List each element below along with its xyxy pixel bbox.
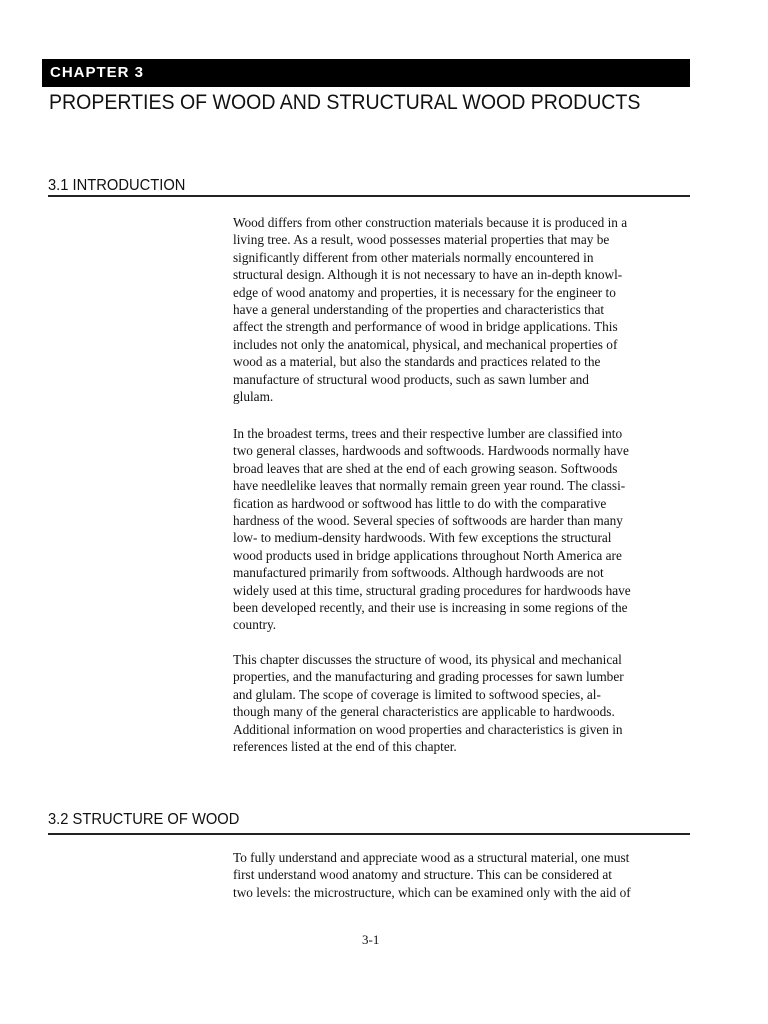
chapter-label: CHAPTER 3 [50,64,145,81]
text-line: living tree. As a result, wood possesses material properties that may be [233,232,610,248]
section-heading-structure-of-wood: 3.2 STRUCTURE OF WOOD [48,811,240,828]
intro-paragraph-3 [233,651,693,755]
text-line: In the broadest terms, trees and their respective lumber are classified into [233,426,623,441]
text-line: and glulam. The scope of coverage is limited to softwood species, al- [233,686,601,702]
text-line: though many of the general characteristics are applicable to hardwoods. [233,704,615,720]
text-line: Wood differs from other construction materials because it is produced in a [233,215,628,230]
text-line: first understand wood anatomy and structure. This can be considered at [233,867,612,883]
text-line: structural design. Although it is not necessary to have an in-depth knowl- [233,267,623,283]
structure-paragraph-1 [233,849,693,901]
text-line: two general classes, hardwoods and softwoods. Hardwoods normally have [233,443,629,459]
intro-paragraph-2 [233,425,693,634]
text-line: glulam. [233,389,274,405]
text-line: references listed at the end of this chapter. [233,739,457,755]
text-line: hardness of the wood. Several species of softwoods are harder than many [233,513,623,529]
intro-paragraph-1 [233,214,693,405]
section-rule [48,195,690,197]
text-line: wood products used in bridge applications throughout North America are [233,547,622,563]
text-line: wood as a material, but also the standards and practices related to the [233,354,601,370]
text-line: widely used at this time, structural grading procedures for hardwoods have [233,582,631,598]
text-line: fication as hardwood or softwood has little to do with the comparative [233,495,607,511]
text-line: To fully understand and appreciate wood as a structural material, one must [233,850,630,865]
chapter-banner [42,59,690,87]
text-line: manufacture of structural wood products, such as sawn lumber and [233,371,589,387]
text-line: broad leaves that are shed at the end of each growing season. Softwoods [233,460,618,476]
text-line: been developed recently, and their use is increasing in some regions of the [233,600,628,616]
text-line: have needlelike leaves that normally remain green year round. The classi- [233,478,626,494]
section-heading-introduction: 3.1 INTRODUCTION [48,177,186,194]
text-line: affect the strength and performance of wood in bridge applications. This [233,319,618,335]
chapter-title: PROPERTIES OF WOOD AND STRUCTURAL WOOD PRODUCTS [49,91,641,114]
text-line: Additional information on wood properties and characteristics is given in [233,721,623,737]
text-line: properties, and the manufacturing and grading processes for sawn lumber [233,669,624,685]
text-line: edge of wood anatomy and properties, it is necessary for the engineer to [233,284,616,300]
text-line: country. [233,617,277,633]
text-line: two levels: the microstructure, which can be examined only with the aid of [233,884,631,900]
text-line: manufactured primarily from softwoods. Although hardwoods are not [233,565,604,581]
page-number: 3-1 [362,932,380,947]
text-line: includes not only the anatomical, physical, and mechanical properties of [233,336,618,352]
text-line: low- to medium-density hardwoods. With few exceptions the structural [233,530,612,546]
text-line: This chapter discusses the structure of wood, its physical and mechanical [233,652,622,667]
text-line: significantly different from other materials normally encountered in [233,249,594,265]
text-line: have a general understanding of the properties and characteristics that [233,302,605,318]
section-rule [48,833,690,835]
